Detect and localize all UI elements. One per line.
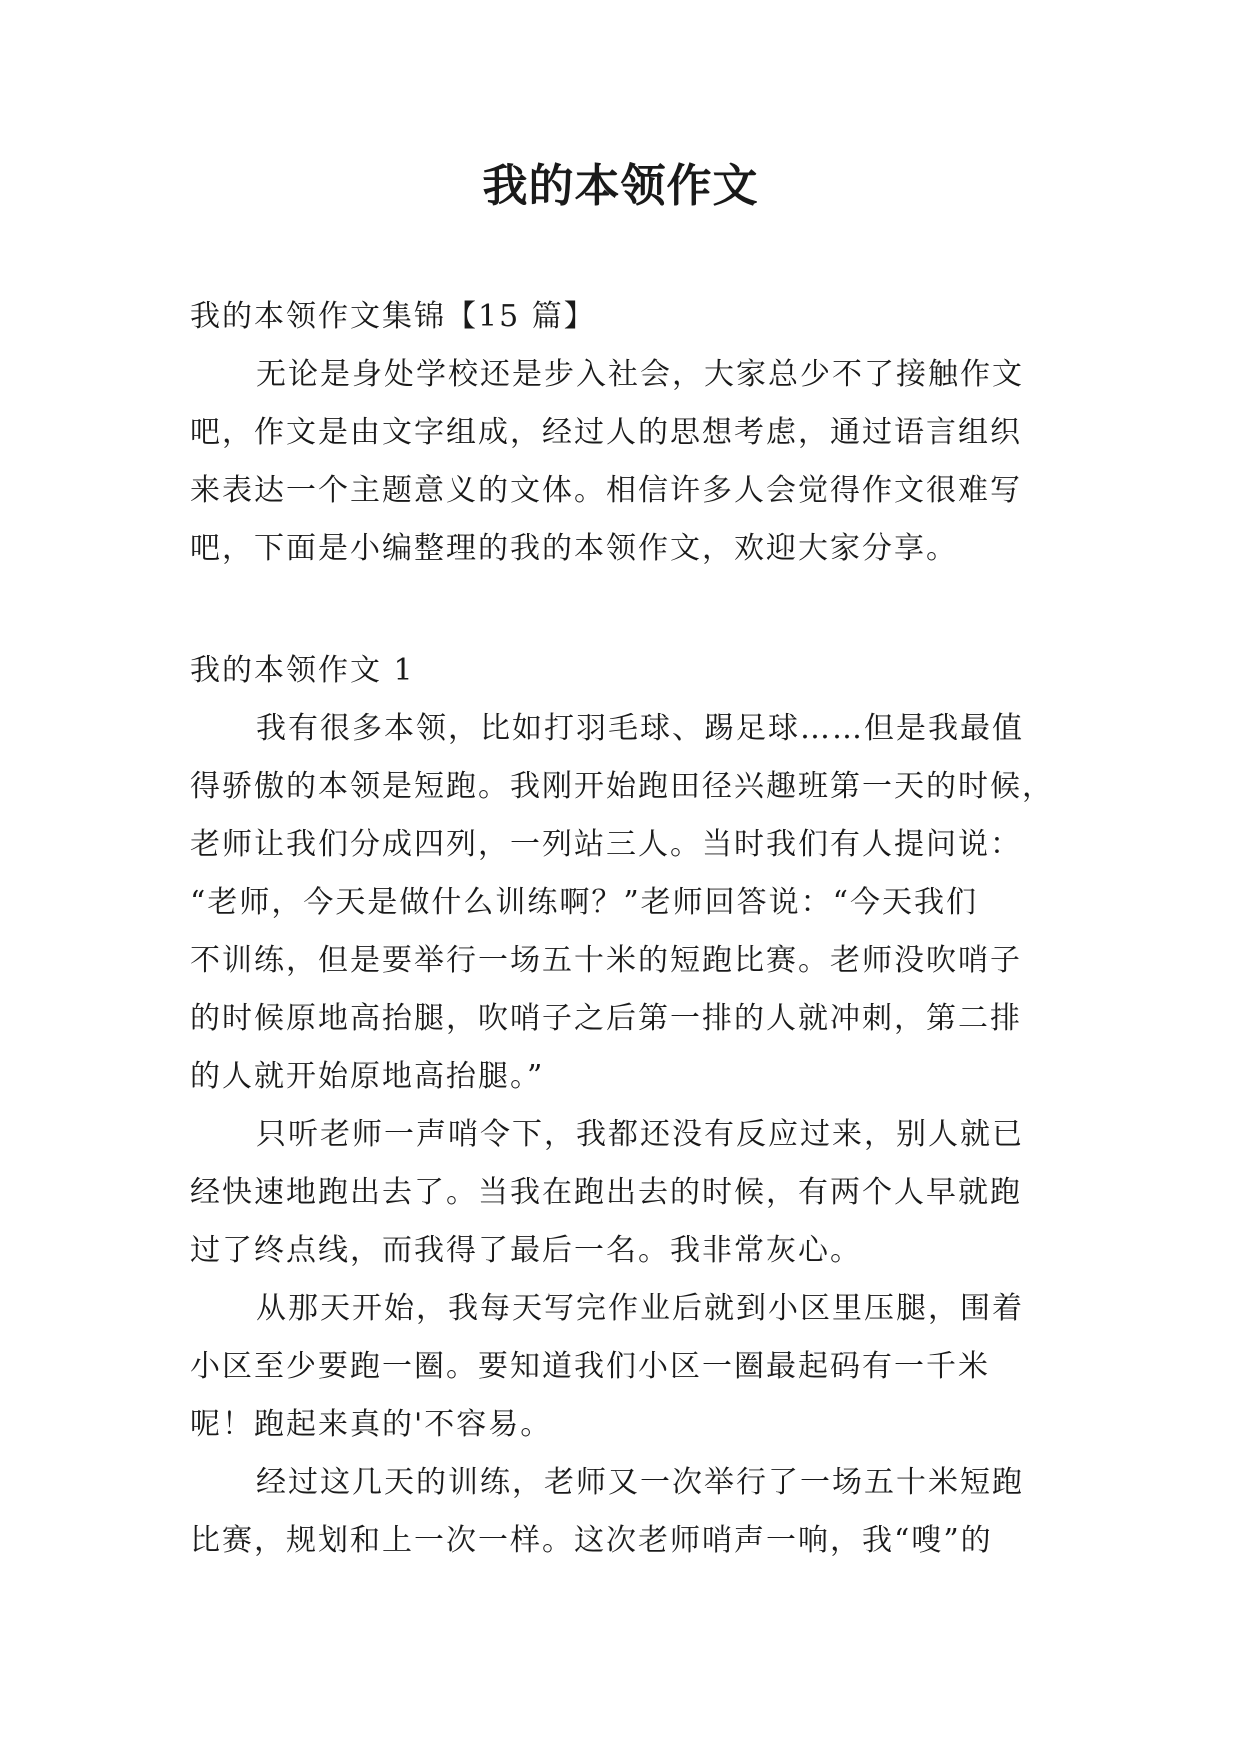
paragraph-line: 吧，下面是小编整理的我的本领作文，欢迎大家分享。 [190,531,958,566]
paragraph-line: 来表达一个主题意义的文体。相信许多人会觉得作文很难写 [190,473,1022,508]
paragraph-line: 从那天开始，我每天写完作业后就到小区里压腿，围着 [256,1291,1024,1326]
essay-heading: 我的本领作文 1 [190,653,415,688]
paragraph-line: 得骄傲的本领是短跑。我刚开始跑田径兴趣班第一天的时候， [190,769,1054,804]
paragraph-line: 的人就开始原地高抬腿。” [190,1059,545,1094]
paragraph-line: 不训练，但是要举行一场五十米的短跑比赛。老师没吹哨子 [190,943,1022,978]
paragraph-line: 经过这几天的训练，老师又一次举行了一场五十米短跑 [256,1465,1024,1500]
document-body [190,288,1054,1570]
paragraph-line: 经快速地跑出去了。当我在跑出去的时候，有两个人早就跑 [190,1175,1022,1210]
essay-paragraph-2 [190,1106,1054,1280]
essay-paragraph-1 [190,700,1054,1106]
paragraph-line: 只听老师一声哨令下，我都还没有反应过来，别人就已 [256,1117,1024,1152]
document-title: 我的本领作文 [482,159,759,212]
collection-subtitle: 我的本领作文集锦【15 篇】 [190,299,596,334]
intro-paragraph [190,346,1054,578]
paragraph-line: 老师让我们分成四列，一列站三人。当时我们有人提问说： [190,827,1022,862]
paragraph-line: 小区至少要跑一圈。要知道我们小区一圈最起码有一千米 [190,1349,990,1384]
paragraph-line: 呢！跑起来真的'不容易。 [190,1407,553,1442]
section-gap [190,578,1054,642]
paragraph-line: 的时候原地高抬腿，吹哨子之后第一排的人就冲刺，第二排 [190,1001,1022,1036]
paragraph-line: 吧，作文是由文字组成，经过人的思想考虑，通过语言组织 [190,415,1022,450]
paragraph-line: 比赛，规划和上一次一样。这次老师哨声一响，我“嗖”的 [190,1523,993,1558]
paragraph-line: “老师，今天是做什么训练啊？”老师回答说：“今天我们 [190,885,979,920]
paragraph-line: 无论是身处学校还是步入社会，大家总少不了接触作文 [256,357,1024,392]
essay-paragraph-3 [190,1280,1054,1454]
paragraph-line: 我有很多本领，比如打羽毛球、踢足球……但是我最值 [256,711,1024,746]
essay-paragraph-4 [190,1454,1054,1570]
paragraph-line: 过了终点线，而我得了最后一名。我非常灰心。 [190,1233,862,1268]
